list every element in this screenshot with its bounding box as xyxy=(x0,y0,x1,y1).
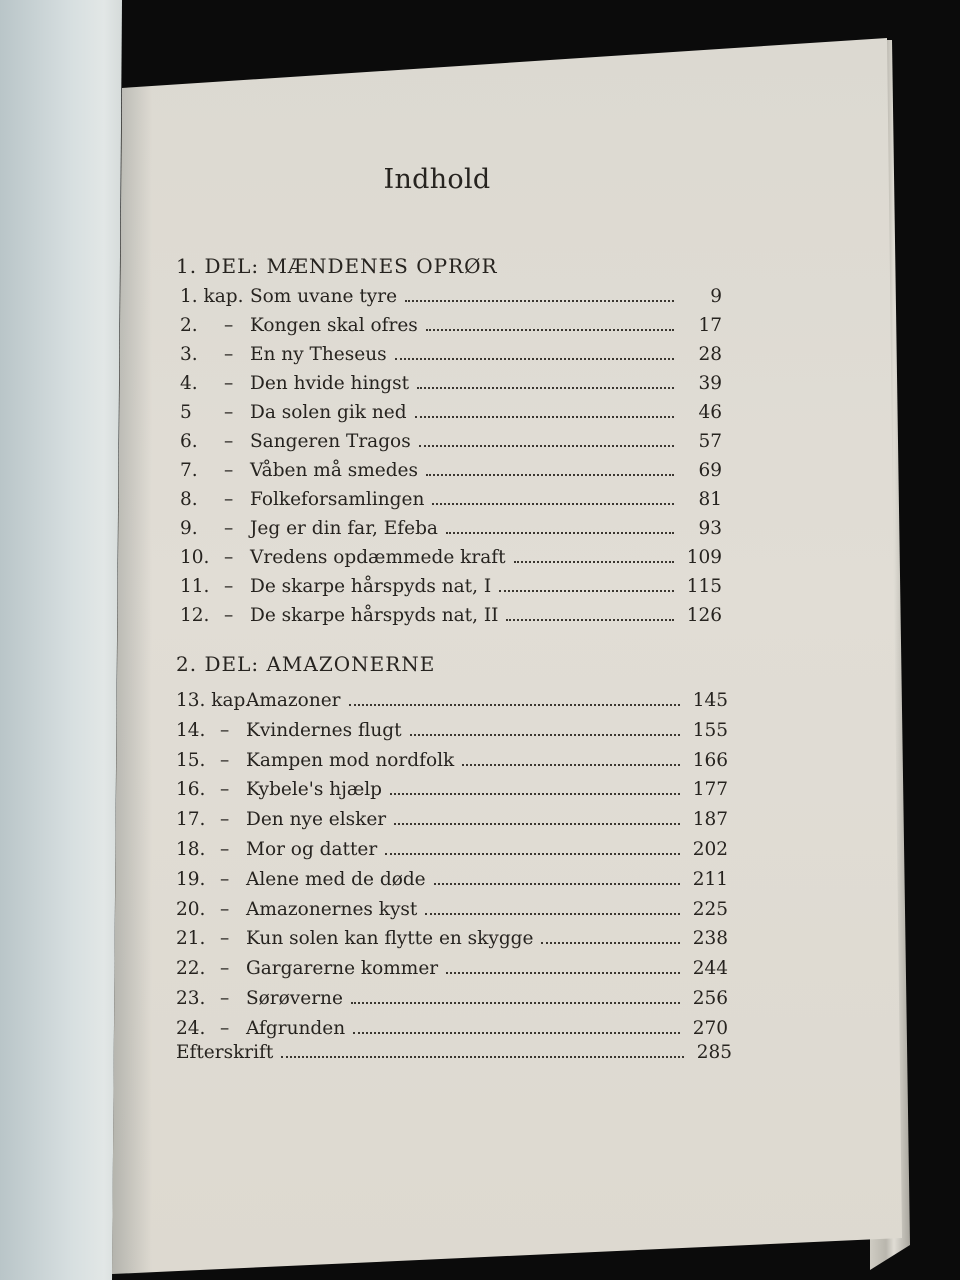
chapter-number: 16. xyxy=(176,779,206,801)
entry-label: Vredens opdæmmede kraft xyxy=(250,547,506,568)
toc-entry xyxy=(180,315,722,343)
ditto-dash: – xyxy=(220,988,230,1009)
chapter-number: 1. kap. xyxy=(180,286,244,307)
ditto-dash: – xyxy=(220,898,230,920)
toc-entry xyxy=(180,373,722,401)
dot-leader xyxy=(353,1031,680,1034)
dot-leader xyxy=(390,792,680,795)
entry-label: De skarpe hårspyds nat, II xyxy=(250,605,499,626)
chapter-number: 8. xyxy=(180,489,198,510)
chapter-number: 7. xyxy=(180,460,198,481)
chapter-number: 6. xyxy=(180,431,198,452)
dot-leader xyxy=(514,560,674,563)
entry-label: Kampen mod nordfolk xyxy=(246,749,455,771)
entry-page: 81 xyxy=(698,489,722,510)
entry-label: Kun solen kan flytte en skygge xyxy=(246,928,534,950)
toc-entry xyxy=(180,489,722,517)
toc-entry xyxy=(176,750,728,778)
dot-leader xyxy=(417,386,674,389)
entry-label: Efterskrift xyxy=(176,1042,274,1063)
entry-page: 115 xyxy=(686,576,722,597)
dot-leader xyxy=(499,589,674,592)
entry-label: Som uvane tyre xyxy=(250,286,398,307)
toc-entry xyxy=(176,869,728,897)
entry-page: 177 xyxy=(692,779,728,801)
chapter-number: 22. xyxy=(176,958,206,980)
ditto-dash: – xyxy=(224,431,234,452)
entry-page: 155 xyxy=(692,719,728,741)
toc-entry xyxy=(180,460,722,488)
dot-leader xyxy=(426,328,674,331)
entry-page: 225 xyxy=(692,898,728,920)
entry-page: 46 xyxy=(698,402,722,423)
entry-label: Sangeren Tragos xyxy=(250,431,411,452)
chapter-number: 20. xyxy=(176,898,206,920)
entry-page: 126 xyxy=(686,605,722,626)
dot-leader xyxy=(446,531,674,534)
ditto-dash: – xyxy=(220,779,230,801)
dot-leader xyxy=(425,912,680,915)
dot-leader xyxy=(415,415,674,418)
toc-entry xyxy=(180,344,722,372)
ditto-dash: – xyxy=(224,460,234,481)
dot-leader xyxy=(410,733,680,736)
dot-leader xyxy=(446,971,680,974)
dot-leader xyxy=(432,502,674,505)
ditto-dash: – xyxy=(220,719,230,741)
toc-entry xyxy=(176,928,728,956)
part-1-heading: 1. DEL: MÆNDENES OPRØR xyxy=(176,254,498,278)
toc-entry xyxy=(176,809,728,837)
entry-label: Alene med de døde xyxy=(246,868,426,890)
entry-label: Gargarerne kommer xyxy=(246,958,439,980)
ditto-dash: – xyxy=(220,749,230,771)
entry-label: Den nye elsker xyxy=(246,809,387,831)
toc-entry xyxy=(180,576,722,604)
ditto-dash: – xyxy=(220,1017,230,1039)
entry-page: 93 xyxy=(698,518,722,539)
entry-page: 39 xyxy=(698,373,722,394)
ditto-dash: – xyxy=(220,839,230,860)
toc-entry xyxy=(176,779,728,807)
dot-leader xyxy=(506,618,674,621)
entry-label: De skarpe hårspyds nat, I xyxy=(250,576,492,597)
entry-page: 211 xyxy=(692,868,728,890)
chapter-number: 5 xyxy=(180,402,192,423)
entry-label: Da solen gik ned xyxy=(250,402,407,423)
toc-entry xyxy=(180,547,722,575)
ditto-dash: – xyxy=(220,868,230,890)
entry-label: Jeg er din far, Efeba xyxy=(250,518,438,539)
dot-leader xyxy=(385,852,680,855)
chapter-number: 2. xyxy=(180,315,198,336)
entry-label: Afgrunden xyxy=(246,1017,346,1039)
toc-entry xyxy=(180,402,722,430)
dot-leader xyxy=(434,882,680,885)
dot-leader xyxy=(541,941,680,944)
toc-entry xyxy=(176,899,728,927)
entry-label: Sørøverne xyxy=(246,988,343,1009)
chapter-number: 17. xyxy=(176,809,206,831)
entry-page: 256 xyxy=(692,988,728,1009)
chapter-number: 12. xyxy=(180,605,210,626)
toc-entry xyxy=(176,720,728,748)
entry-label: Mor og datter xyxy=(246,839,378,860)
entry-label: En ny Theseus xyxy=(250,344,387,365)
ditto-dash: – xyxy=(224,373,234,394)
ditto-dash: – xyxy=(224,605,234,626)
toc-entry xyxy=(180,431,722,459)
chapter-number: 19. xyxy=(176,868,206,890)
ditto-dash: – xyxy=(224,344,234,365)
ditto-dash: – xyxy=(224,402,234,423)
ditto-dash: – xyxy=(224,315,234,336)
chapter-number: 10. xyxy=(180,547,210,568)
entry-label: Amazoner xyxy=(246,690,341,711)
chapter-number: 24. xyxy=(176,1017,206,1039)
toc-entry xyxy=(176,839,728,867)
toc-entry xyxy=(180,286,722,314)
chapter-number: 11. xyxy=(180,576,210,597)
entry-page: 109 xyxy=(686,547,722,568)
ditto-dash: – xyxy=(224,518,234,539)
entry-page: 244 xyxy=(692,958,728,980)
dot-leader xyxy=(281,1055,684,1058)
entry-page: 187 xyxy=(692,809,728,831)
toc-entry xyxy=(180,518,722,546)
dot-leader xyxy=(426,473,674,476)
dot-leader xyxy=(419,444,674,447)
page-title: Indhold xyxy=(383,164,491,195)
ditto-dash: – xyxy=(220,928,230,950)
ditto-dash: – xyxy=(224,547,234,568)
entry-page: 285 xyxy=(696,1042,732,1063)
chapter-number: 3. xyxy=(180,344,198,365)
entry-page: 9 xyxy=(710,286,722,307)
chapter-number: 21. xyxy=(176,928,206,950)
chapter-number: 14. xyxy=(176,719,206,741)
entry-page: 270 xyxy=(692,1017,728,1039)
entry-label: Folkeforsamlingen xyxy=(250,489,425,510)
entry-label: Amazonernes kyst xyxy=(246,898,418,920)
dot-leader xyxy=(394,822,680,825)
dot-leader xyxy=(405,299,674,302)
ditto-dash: – xyxy=(220,809,230,831)
entry-label: Kongen skal ofres xyxy=(250,315,418,336)
entry-page: 69 xyxy=(698,460,722,481)
ditto-dash: – xyxy=(220,958,230,980)
toc-entry xyxy=(176,690,728,718)
entry-label: Kvindernes flugt xyxy=(246,719,402,741)
dot-leader xyxy=(462,763,680,766)
afterword-entry xyxy=(176,1042,732,1070)
entry-page: 166 xyxy=(692,749,728,771)
entry-label: Våben må smedes xyxy=(250,460,418,481)
dot-leader xyxy=(349,703,680,706)
chapter-number: 13. kap. xyxy=(176,690,252,711)
chapter-number: 18. xyxy=(176,839,206,860)
entry-label: Den hvide hingst xyxy=(250,373,410,394)
entry-page: 17 xyxy=(698,315,722,336)
entry-label: Kybele's hjælp xyxy=(246,779,383,801)
chapter-number: 15. xyxy=(176,749,206,771)
entry-page: 28 xyxy=(698,344,722,365)
dot-leader xyxy=(351,1001,680,1004)
chapter-number: 23. xyxy=(176,988,206,1009)
toc-entry xyxy=(176,958,728,986)
entry-page: 238 xyxy=(692,928,728,950)
entry-page: 145 xyxy=(692,690,728,711)
entry-page: 202 xyxy=(692,839,728,860)
chapter-number: 9. xyxy=(180,518,198,539)
dot-leader xyxy=(395,357,674,360)
chapter-number: 4. xyxy=(180,373,198,394)
toc-entry xyxy=(176,988,728,1016)
toc-entry xyxy=(180,605,722,633)
part-2-heading: 2. DEL: AMAZONERNE xyxy=(176,652,436,676)
ditto-dash: – xyxy=(224,489,234,510)
entry-page: 57 xyxy=(698,431,722,452)
ditto-dash: – xyxy=(224,576,234,597)
